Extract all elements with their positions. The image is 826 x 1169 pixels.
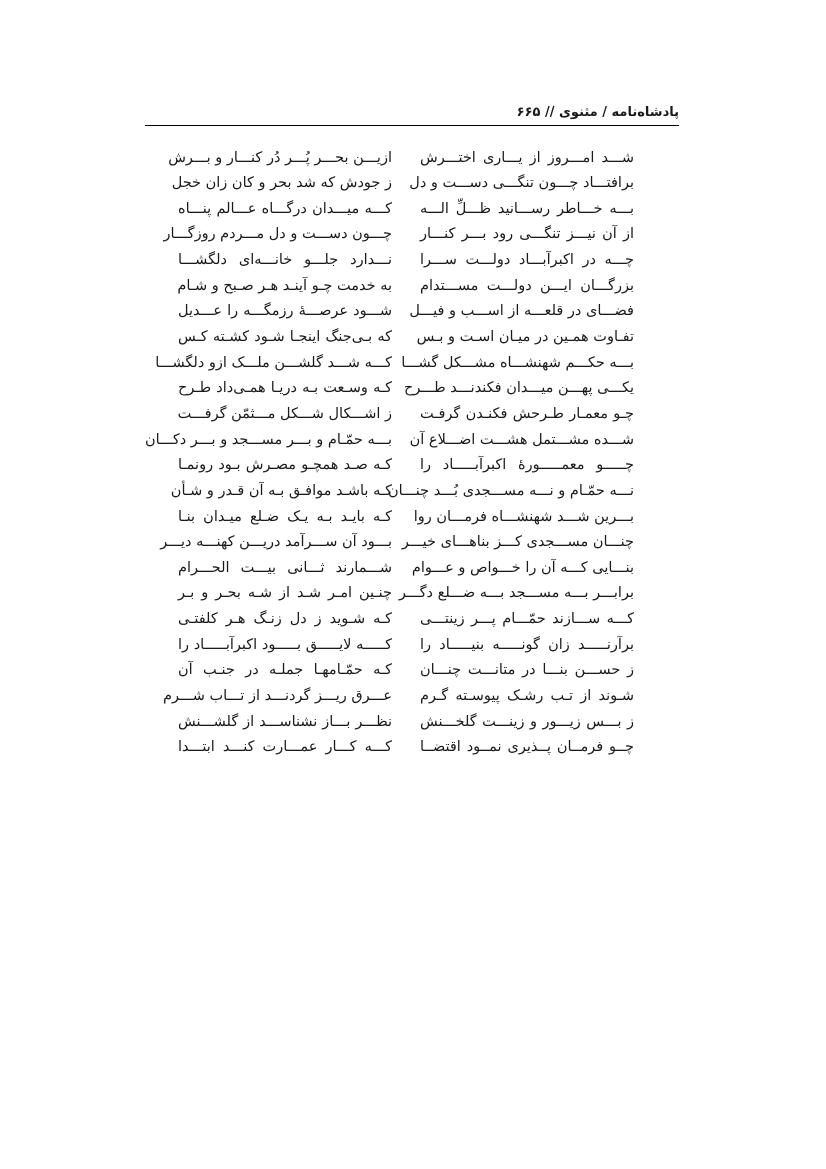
- hemistich-left: نـــدارد جلـــو خانـــه‌ای دلگشـــا: [178, 252, 392, 269]
- hemistich-left: چـــون دســـت و دل مـــردم روزگـــار: [163, 226, 392, 243]
- hemistich-right: بزرگـــان ایـــن دولـــت مســـتدام: [420, 277, 634, 294]
- hemistich-right: کـــه ســـازند حمّـــام پـــر زینتـــی: [420, 611, 634, 628]
- verse-line: [163, 683, 634, 709]
- verse-line: [145, 427, 634, 453]
- hemistich-right: فضـــای در قلعـــه از اســـب و فیـــل: [409, 303, 634, 320]
- header-divider: [145, 125, 679, 126]
- hemistich-left: ز جودش که شد بحر و کان زان خجل: [171, 175, 392, 192]
- hemistich-right: برآرنـــــد زان گونـــــه بنیـــــاد را: [420, 636, 634, 653]
- verse-line: [178, 555, 634, 581]
- hemistich-left: عـــرق ریـــز گردنـــد از تـــاب شـــرم: [163, 688, 392, 705]
- verse-line: [160, 530, 634, 556]
- hemistich-left: کـــه میـــدان درگـــاه عـــالم پنـــاه: [178, 200, 392, 217]
- hemistich-left: کـه بایـد بـه یـک ضـلع میـدان بنـا: [178, 508, 392, 525]
- hemistich-right: چـو معمـار طـرحش فکنـدن گرفـت: [420, 405, 634, 422]
- verse-line: [178, 273, 634, 299]
- hemistich-right: یکـــی پهـــن میـــدان فکندنـــد طـــرح: [404, 380, 634, 397]
- hemistich-left: کـه حمّـامهـا جملـه در جنـب آن: [178, 662, 392, 679]
- hemistich-right: چـــه در اکبرآبـــاد دولـــت ســـرا: [420, 252, 634, 269]
- hemistich-left: کـه صـد همچـو مصـرش بـود رونمـا: [178, 457, 392, 474]
- page-header-title: پادشاه‌نامه / مثنوی // ۶۶۵: [516, 104, 679, 120]
- verse-line: [178, 735, 634, 761]
- verse-line: [178, 607, 634, 633]
- hemistich-right: شـــد امـــروز از یـــاری اختـــرش: [420, 149, 634, 166]
- hemistich-right: چنـــان مســـجدی کـــز بناهـــای خیـــر: [401, 534, 634, 551]
- hemistich-left: شـــمارند ثـــانی بیـــت الحـــرام: [178, 559, 392, 576]
- verse-line: [178, 401, 634, 427]
- hemistich-right: بـــرین شـــد شهنشـــاه فرمـــان روا: [413, 508, 634, 525]
- hemistich-right: تفـاوت همـین در میـان اسـت و بـس: [416, 329, 634, 346]
- verse-line: [170, 478, 634, 504]
- verse-line: [178, 504, 634, 530]
- hemistich-left: به خدمت چـو آینـد هـر صـبح و شـام: [177, 277, 392, 294]
- verse-line: [171, 171, 634, 197]
- hemistich-left: ازیـــن بحـــر پُـــر دُر کنـــار و بـــرش: [168, 149, 392, 166]
- hemistich-left: کـه وسـعت بـه دریـا همـی‌داد طـرح: [178, 380, 392, 397]
- hemistich-right: از آن نیـــز تنگـــی رود بـــر کنـــار: [420, 226, 634, 243]
- hemistich-left: بـــود آن ســـرآمد دریـــن کهنـــه دیـــر: [160, 534, 392, 551]
- verse-line: [163, 222, 634, 248]
- hemistich-right: چـــــو معمـــــورهٔ اکبرآبـــــاد را: [420, 457, 634, 474]
- hemistich-left: بـــه حمّـام و بـــر مســـجد و بـــر دکـــان: [145, 431, 392, 448]
- hemistich-left: کـه شـوید ز دل زنـگ هـر کلفتـی: [178, 611, 392, 628]
- hemistich-right: ز بـــس زیـــور و زینـــت گلخـــنش: [420, 713, 634, 730]
- hemistich-right: شـوند از تـب رشـک پیوسـته گـرم: [420, 688, 634, 705]
- verse-line: [155, 350, 634, 376]
- hemistich-left: کـه باشـد موافـق بـه آن قـدر و شـأن: [170, 482, 392, 499]
- hemistich-left: شـــود عرصـــهٔ رزمگـــه را عـــدیل: [178, 303, 392, 320]
- hemistich-right: بـــه خـــاطر رســـانید ظـــلِّ الـــه: [420, 200, 634, 217]
- verse-line: [178, 299, 634, 325]
- verse-line: [178, 324, 634, 350]
- hemistich-right: برابـــر بـــه مســـجد بـــه ضـــلع دگـــر: [398, 585, 634, 602]
- hemistich-left: کـــه شـــد گلشـــن ملـــک ازو دلگشـــا: [155, 354, 392, 371]
- hemistich-left: کـــه کـــار عمـــارت کنـــد ابتـــدا: [178, 739, 392, 756]
- hemistich-right: شـــده مشـــتمل هشـــت اضـــلاع آن: [409, 431, 634, 448]
- running-header: [145, 100, 679, 124]
- verse-line: [178, 196, 634, 222]
- hemistich-right: ز حســـن بنـــا در متانـــت چنـــان: [420, 662, 634, 679]
- hemistich-right: چــو فرمــان پــذیری نمــود اقتضــا: [420, 739, 634, 756]
- verse-line: [178, 453, 634, 479]
- poem-body: [145, 145, 634, 760]
- verse-line: [178, 581, 634, 607]
- hemistich-right: بنـــایی کـــه آن را خـــواص و عـــوام: [411, 559, 634, 576]
- verse-line: [178, 376, 634, 402]
- verse-line: [178, 632, 634, 658]
- verse-line: [178, 658, 634, 684]
- hemistich-left: چنـین امـر شـد از شـه بحـر و بـر: [178, 585, 392, 602]
- hemistich-right: برافتـــاد چـــون تنگـــی دســـت و دل: [409, 175, 634, 192]
- hemistich-right: نـــه حمّـام و نـــه مســـجدی بُـــد چنـــان: [387, 482, 634, 499]
- verse-line: [178, 709, 634, 735]
- hemistich-left: نظـــر بـــاز نشناســـد از گلشـــنش: [178, 713, 392, 730]
- hemistich-left: که بـی‌جنگ اینجـا شـود کشـته کـس: [178, 329, 392, 346]
- hemistich-left: کـــــه لایـــــق بـــــود اکبرآبـــــاد را: [178, 636, 392, 653]
- hemistich-left: ز اشـــکال شـــکل مـــثمّن گرفـــت: [177, 405, 392, 422]
- verse-line: [168, 145, 634, 171]
- hemistich-right: بـــه حکـــم شهنشـــاه مشـــکل گشـــا: [401, 354, 634, 371]
- verse-line: [178, 248, 634, 274]
